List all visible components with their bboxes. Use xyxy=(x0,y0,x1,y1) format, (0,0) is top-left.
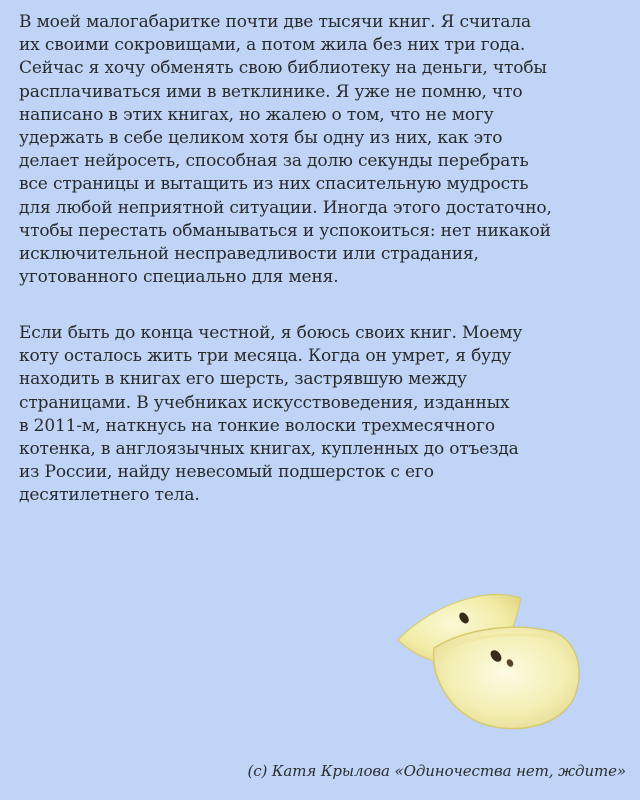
caption: (с) Катя Крылова «Одиночества нет, ждите» xyxy=(247,762,626,780)
apple-slices-icon xyxy=(386,570,596,740)
paragraph-1: В моей малогабаритке почти две тысячи книг. Я считала их своими сокровищами, а потом жила без них три года. Сейчас я хочу обменять свою библиотеку на деньги, чтобы расплачиваться ими в ветклинике. Я уже не помню, что написано в этих книгах, но жалею о том, что не могу удержать в себе целиком хотя бы одну из них, как это делает нейросеть, способная за долю секунды перебрать все страницы и вытащить из них спасительную мудрость для любой неприятной ситуации. Иногда этого достаточно, чтобы перестать обманываться и успокоиться: нет никакой исключительной несправедливости или страдания, уготованного специально для меня. xyxy=(19,12,552,288)
paragraph-2: Если быть до конца честной, я боюсь своих книг. Моему коту осталось жить три месяца. Когда он умрет, я буду находить в книгах его шерсть, застрявшую между страницами. В учебниках искусствоведения, изданных в 2011-м, наткнусь на тонкие волоски трехмесячного котенка, в англоязычных книгах, купленных до отъезда из России, найду невесомый подшерсток с его десятилетнего тела. xyxy=(19,323,523,506)
